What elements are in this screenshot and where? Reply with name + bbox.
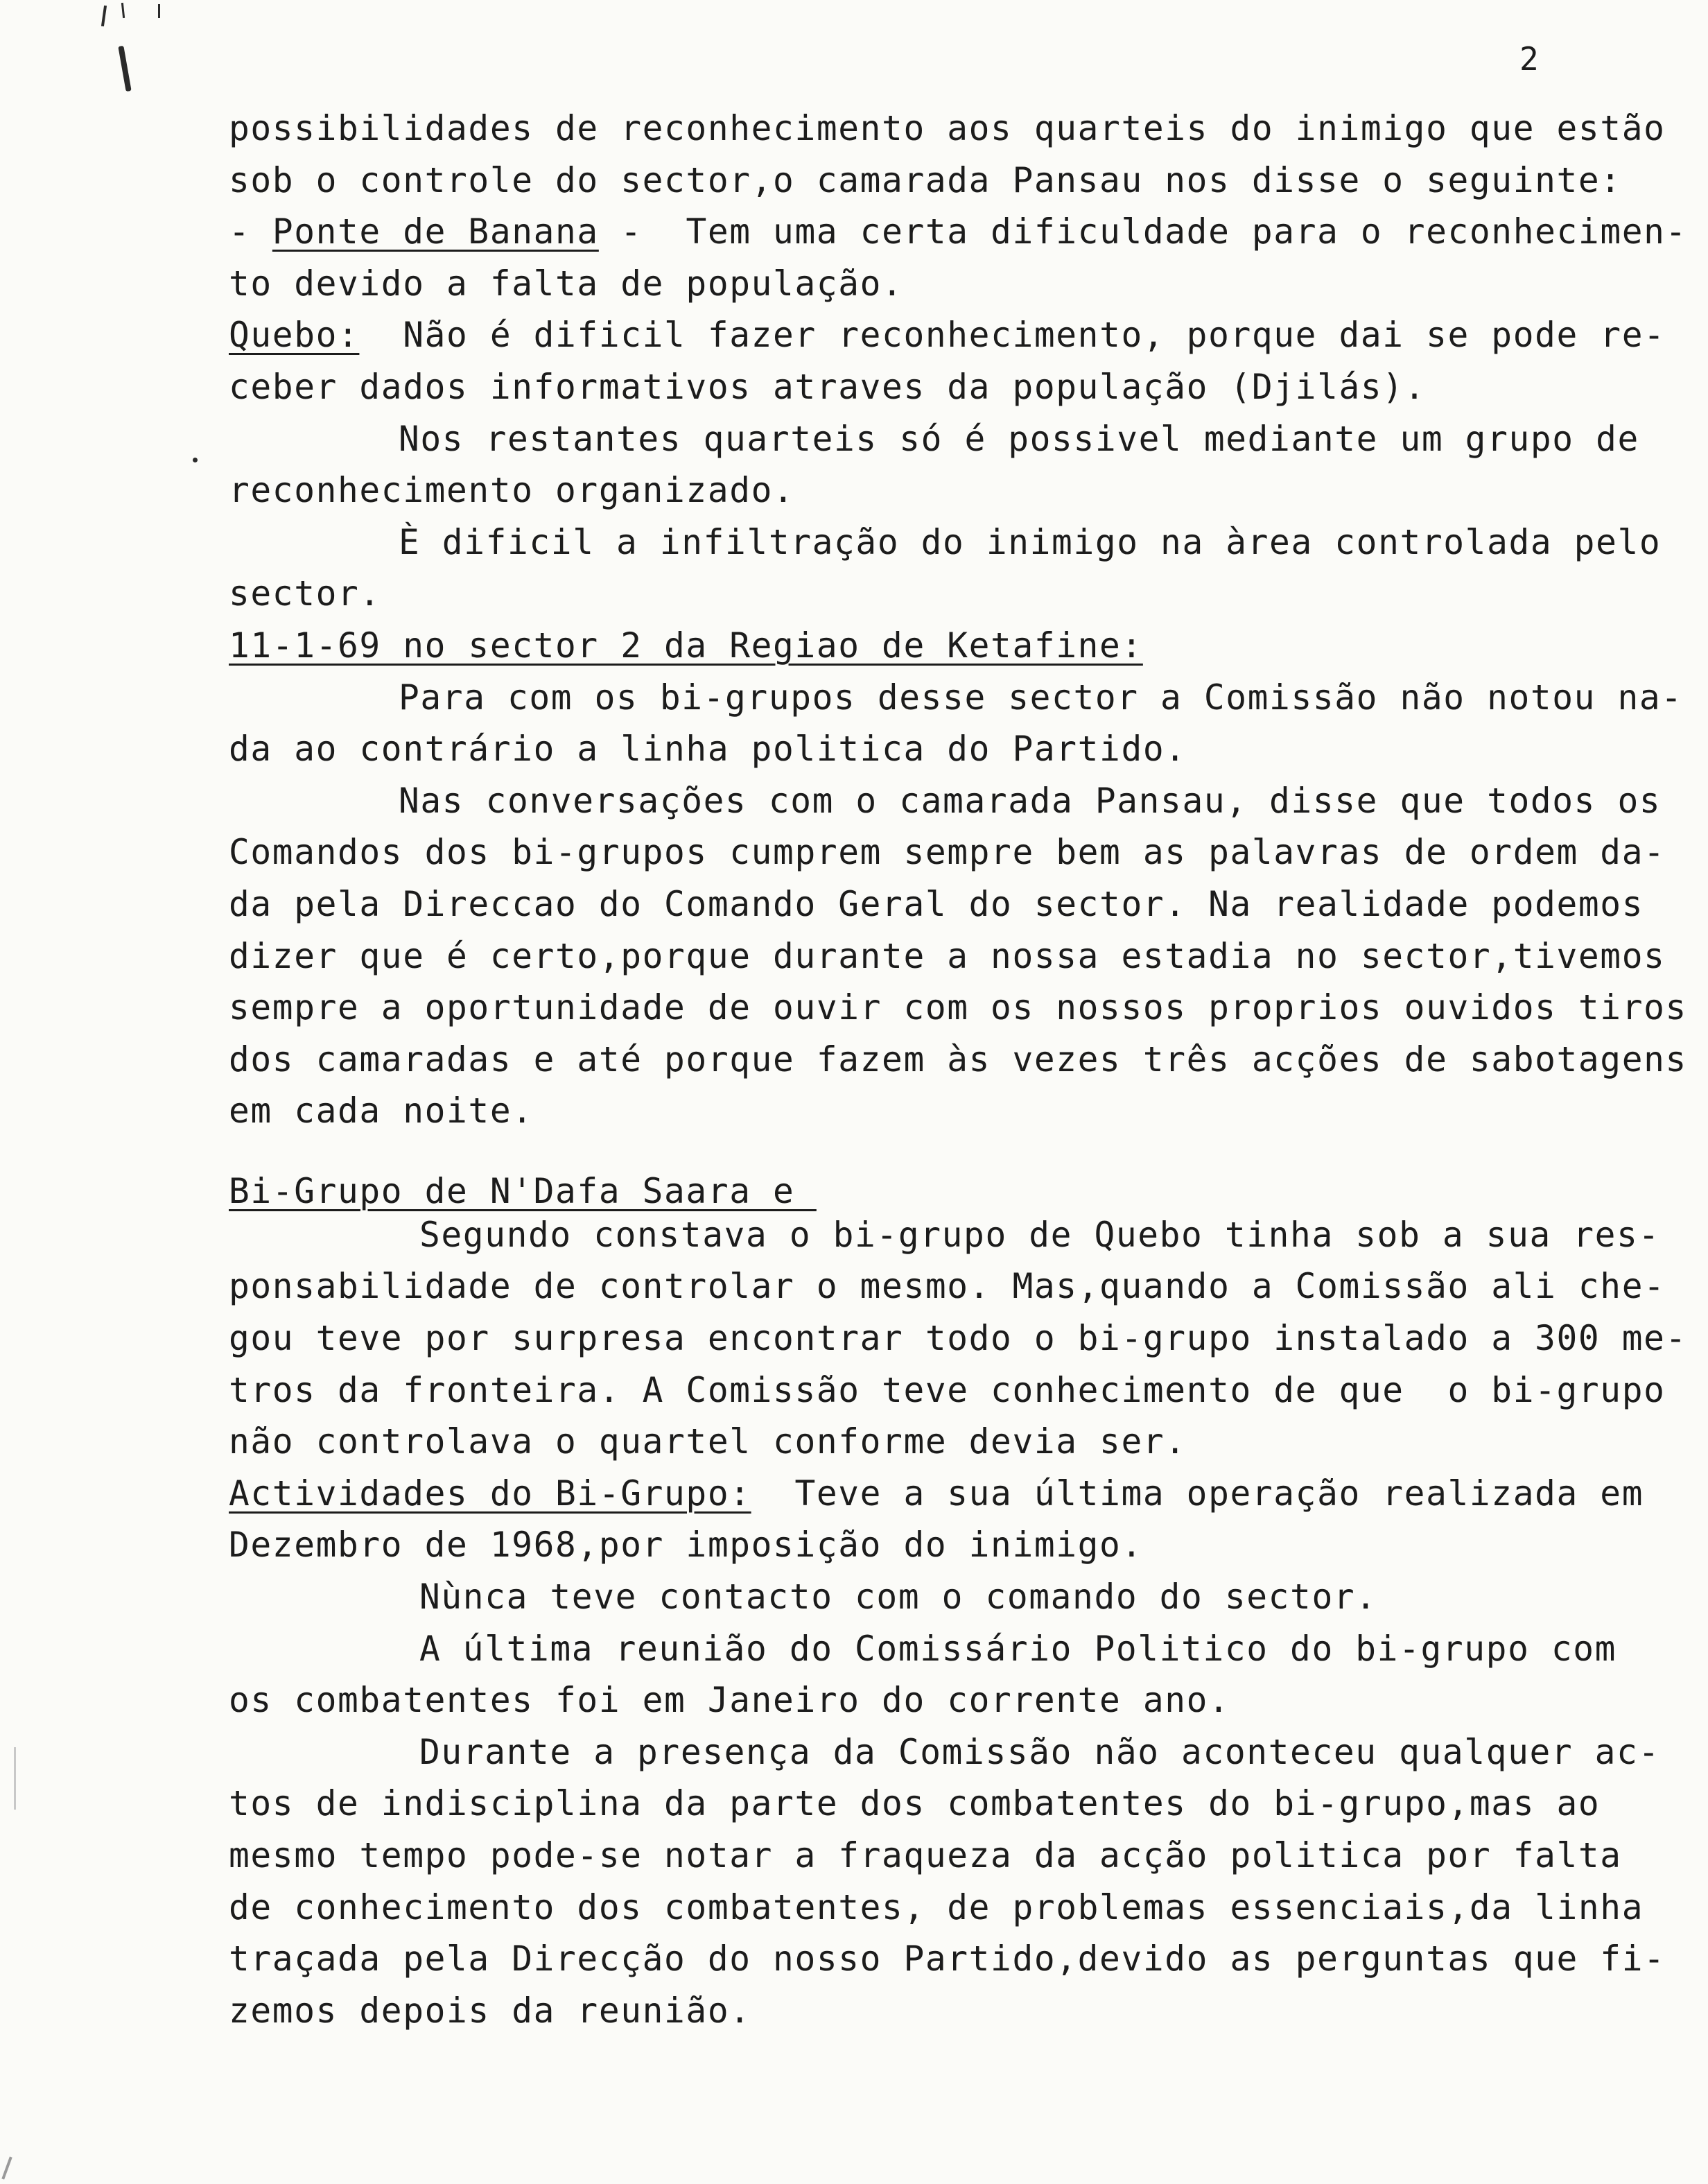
text-line	[229, 1260, 1666, 1312]
text-line	[229, 775, 1662, 827]
line-text: possibilidades de reconhecimento aos quarteis do inimigo que estão	[229, 108, 1666, 148]
line-text: Não é dificil fazer reconhecimento, porque dai se pode re-	[359, 315, 1666, 356]
text-line	[229, 1674, 1657, 1726]
line-text: gou teve por surpresa encontrar todo o bi-grupo instalado a 300 me-	[229, 1318, 1687, 1359]
line-text: traçada pela Direcção do nosso Partido,devido as perguntas que fi-	[229, 1939, 1666, 1979]
line-text: È dificil a infiltração do inimigo na àrea controlada pelo	[399, 521, 1662, 562]
line-text: sempre a oportunidade de ouvir com os nossos proprios ouvidos tiros	[229, 987, 1687, 1028]
text-line	[229, 465, 1657, 517]
typed-text-body	[229, 103, 1687, 2036]
text-line	[229, 1085, 1657, 1137]
text-line	[229, 1312, 1687, 1364]
text-line	[229, 723, 1657, 775]
line-text: ponsabilidade de controlar o mesmo. Mas,quando a Comissão ali che-	[229, 1266, 1666, 1307]
line-text: zemos depois da reunião.	[229, 1990, 751, 2031]
line-text: A última reunião do Comissário Politico do bi-grupo com	[419, 1628, 1617, 1669]
line-text: tos de indisciplina da parte dos combatentes do bi-grupo,mas ao	[229, 1783, 1601, 1824]
line-text: de conhecimento dos combatentes, de problemas essenciais,da linha	[229, 1887, 1644, 1927]
line-text: Para com os bi-grupos desse sector a Comissão não notou na-	[399, 677, 1683, 718]
text-line	[229, 620, 1657, 672]
text-line	[229, 1416, 1657, 1468]
text-line	[229, 982, 1687, 1034]
line-text: dizer que é certo,porque durante a nossa estadia no sector,tivemos	[229, 935, 1666, 976]
text-line	[229, 1034, 1687, 1086]
line-text: -	[229, 211, 272, 252]
ink-speck	[121, 3, 125, 18]
paper-speck	[14, 1747, 16, 1810]
line-text: ceber dados informativos atraves da população (Djilás).	[229, 366, 1427, 407]
text-line	[229, 258, 1657, 310]
text-line	[229, 1468, 1657, 1520]
underlined-heading-text: Quebo:	[229, 315, 360, 356]
text-line	[229, 672, 1683, 724]
line-text: em cada noite.	[229, 1091, 534, 1132]
line-text: Comandos dos bi-grupos cumprem sempre bem as palavras de ordem da-	[229, 832, 1666, 873]
text-line	[229, 1985, 1657, 2037]
text-line	[229, 103, 1666, 155]
ink-mark	[118, 46, 131, 92]
page-number: 2	[1519, 40, 1539, 78]
text-line	[229, 1623, 1657, 1675]
text-line	[229, 206, 1687, 258]
line-text: sector.	[229, 573, 381, 614]
text-line	[229, 413, 1657, 465]
text-line	[229, 1364, 1666, 1416]
line-text: Segundo constava o bi-grupo de Quebo tinha sob a sua res-	[419, 1214, 1660, 1255]
text-line	[229, 930, 1666, 982]
line-text: sob o controle do sector,o camarada Pansau nos disse o seguinte:	[229, 159, 1622, 200]
text-line	[229, 155, 1657, 207]
text-line	[229, 1519, 1657, 1571]
text-line	[229, 1933, 1666, 1985]
line-text: dos camaradas e até porque fazem às vezes três acções de sabotagens	[229, 1039, 1687, 1080]
underlined-heading-text: Bi-Grupo de N'Dafa Saara e	[229, 1170, 817, 1211]
ink-speck	[158, 4, 160, 18]
text-line	[229, 517, 1662, 569]
line-text: Nùnca teve contacto com o comando do sector.	[419, 1577, 1377, 1618]
underlined-heading-text: Ponte de Banana	[272, 211, 599, 252]
text-line	[229, 1137, 1657, 1209]
line-text: tros da fronteira. A Comissão teve conhecimento de que o bi-grupo	[229, 1369, 1666, 1410]
line-text: reconhecimento organizado.	[229, 470, 795, 511]
text-line	[229, 1778, 1657, 1830]
paper-speck	[1, 2156, 12, 2179]
text-line	[229, 568, 1657, 620]
line-text: Dezembro de 1968,por imposição do inimigo.	[229, 1525, 1143, 1566]
text-line	[229, 826, 1666, 878]
underlined-heading-text: 11-1-69 no sector 2 da Regiao de Ketafine:	[229, 625, 1143, 666]
line-text: os combatentes foi em Janeiro do corrente ano.	[229, 1680, 1230, 1721]
text-line	[229, 309, 1666, 361]
line-text: mesmo tempo pode-se notar a fraqueza da acção politica por falta	[229, 1835, 1622, 1875]
line-text: Teve a sua última operação realizada em	[751, 1473, 1644, 1514]
line-text: da ao contrário a linha politica do Partido.	[229, 729, 1187, 770]
line-text: da pela Direccao do Comando Geral do sector. Na realidade podemos	[229, 883, 1644, 924]
text-line	[229, 361, 1657, 413]
underlined-heading-text: Actividades do Bi-Grupo:	[229, 1473, 751, 1514]
text-line	[229, 878, 1657, 930]
text-line	[229, 1830, 1657, 1882]
line-text: to devido a falta de população.	[229, 263, 904, 304]
line-text: - Tem uma certa dificuldade para o reconhecimen-	[598, 211, 1687, 252]
line-text: Nas conversações com o camarada Pansau, disse que todos os	[399, 780, 1662, 821]
line-text: Durante a presença da Comissão não aconteceu qualquer ac-	[419, 1731, 1660, 1772]
ink-dot	[193, 458, 198, 462]
text-line	[229, 1882, 1657, 1934]
line-text: Nos restantes quarteis só é possivel mediante um grupo de	[399, 418, 1639, 459]
text-line	[229, 1726, 1660, 1778]
text-line	[229, 1209, 1660, 1261]
ink-speck	[101, 6, 107, 26]
line-text: não controlava o quartel conforme devia ser.	[229, 1421, 1187, 1462]
text-line	[229, 1571, 1657, 1623]
